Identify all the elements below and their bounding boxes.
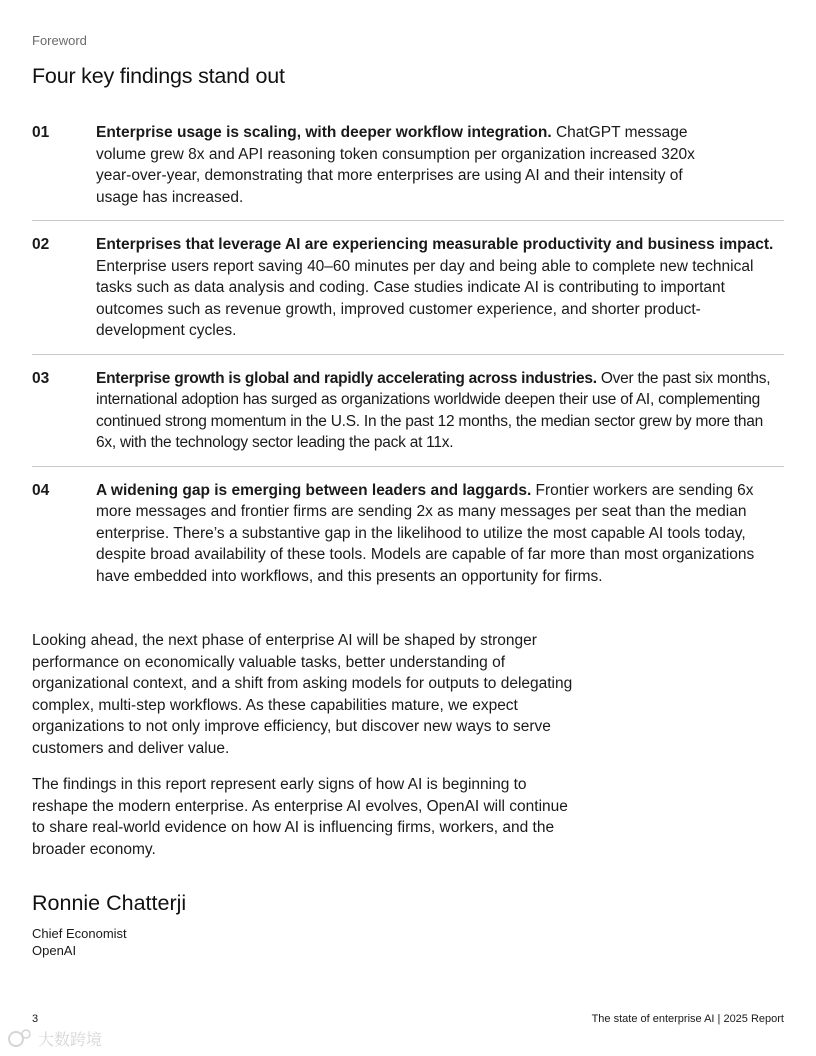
body-paragraph: Looking ahead, the next phase of enterprise AI will be shaped by stronger performance on economically valuable tasks, better understanding of organizational context, and a shift from asking models for outputs to delegating complex, multi-step workflows. As these capabilities mature, we expect organizations to not only improve efficiency, but discover new ways to serve customers and deliver value. (32, 632, 573, 757)
finding-item (32, 112, 784, 221)
signature-title: Chief Economist (32, 926, 127, 941)
finding-item (32, 221, 784, 355)
signature-name: Ronnie Chatterji (32, 891, 187, 915)
findings-list (32, 112, 784, 599)
watermark-ring-icon (22, 1030, 30, 1038)
finding-text (96, 480, 784, 588)
finding-number: 01 (32, 124, 50, 141)
finding-lead: A widening gap is emerging between leaders and laggards. (96, 481, 532, 499)
finding-body: Enterprise users report saving 40–60 minutes per day and being able to complete new technical tasks such as data analysis and coding. Case studies indicate AI is contributing to important outcomes such as revenue growth, improved customer experience, and shorter product-development cycles. (96, 257, 754, 339)
page-title: Four key findings stand out (32, 64, 285, 88)
finding-number: 04 (32, 481, 50, 499)
finding-number: 02 (32, 236, 50, 253)
finding-lead: Enterprise growth is global and rapidly accelerating across industries. (96, 369, 597, 387)
body-paragraph: The findings in this report represent early signs of how AI is beginning to reshape the modern enterprise. As enterprise AI evolves, OpenAI will continue to share real-world evidence on how AI is influencing firms, workers, and the broader economy. (32, 776, 568, 858)
section-label: Foreword (32, 33, 87, 48)
watermark-ring-icon (9, 1032, 23, 1046)
finding-number: 03 (32, 369, 50, 387)
finding-body: Over the past six months, international adoption has surged as organizations worldwide deepen their use of AI, complementing continued strong momentum in the U.S. In the past 12 months, the median sector grew by more than 6x, with the technology sector leading the pack at 11x. (96, 369, 771, 451)
finding-text (96, 122, 784, 208)
finding-body: ChatGPT message volume grew 8x and API reasoning token consumption per organization increased 320x year-over-year, demonstrating that more enterprises are using AI and their intensity of usage has increased. (96, 124, 695, 206)
finding-lead: Enterprises that leverage AI are experiencing measurable productivity and business impact. (96, 236, 774, 253)
finding-lead: Enterprise usage is scaling, with deeper workflow integration. (96, 124, 552, 141)
watermark-text: 大数跨境 (38, 1030, 103, 1049)
finding-text (96, 234, 784, 342)
footer-report-title: The state of enterprise AI | 2025 Report (591, 1013, 784, 1025)
finding-body: Frontier workers are sending 6x more messages and frontier firms are sending 2x as many messages per seat than the median enterprise. There’s a substantive gap in the likelihood to utilize the most capable AI tools today, despite broad availability of these tools. Models are capable of far more than most organizations have embedded into workflows, and this presents an opportunity for firms. (96, 481, 755, 585)
page-number: 3 (32, 1013, 39, 1025)
finding-item (32, 355, 784, 467)
watermark-logo (6, 1026, 110, 1052)
finding-text (96, 368, 784, 454)
finding-item (32, 467, 784, 600)
signature-org: OpenAI (32, 943, 77, 958)
